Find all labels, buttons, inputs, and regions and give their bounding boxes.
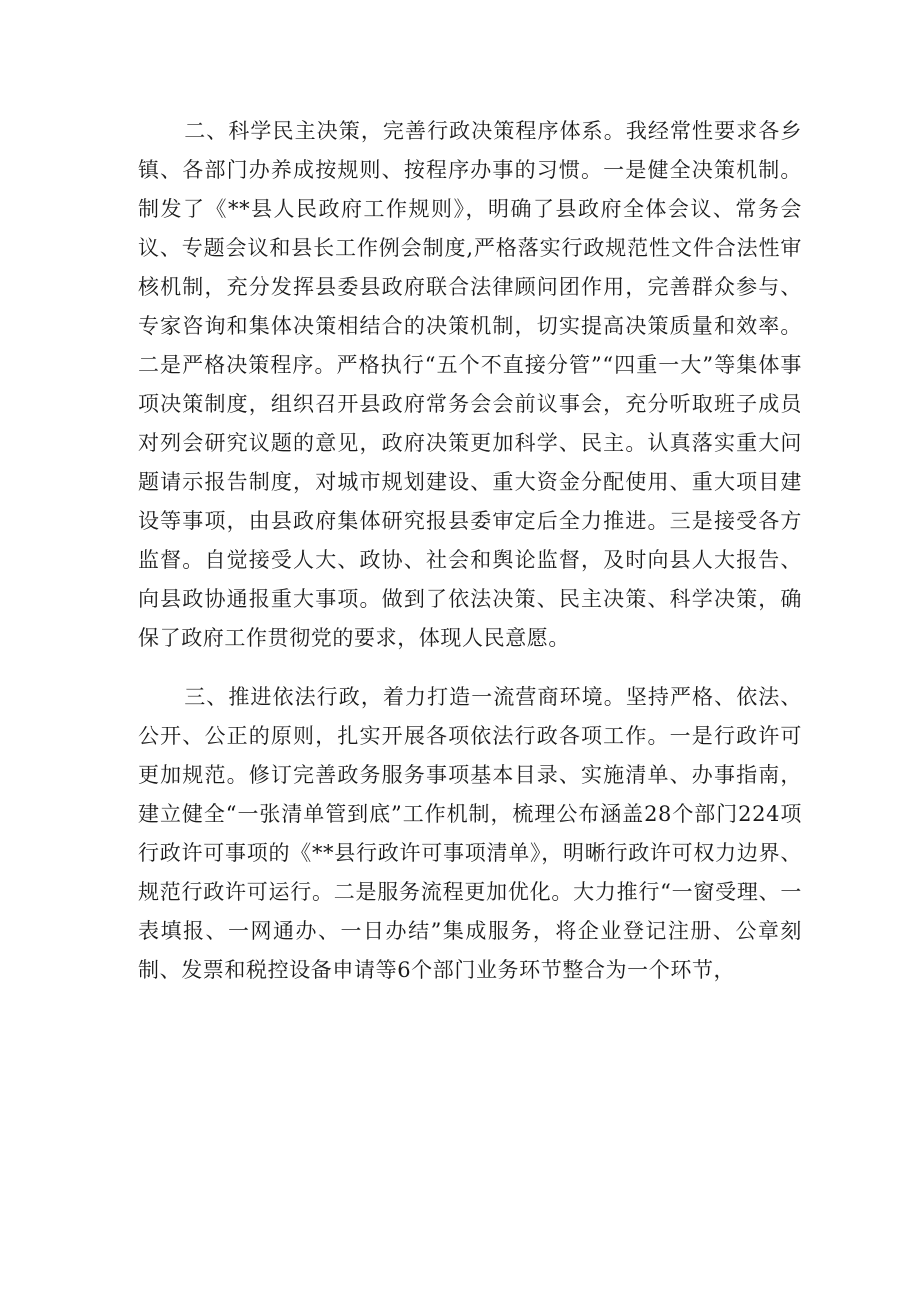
document-body <box>138 112 802 990</box>
paragraph-decision-making: 二、科学民主决策，完善行政决策程序体系。我经常性要求各乡镇、各部门办养成按规则、按程序办事的习惯。一是健全决策机制。制发了《**县人民政府工作规则》，明确了县政府全体会议、常务会议、专题会议和县长工作例会制度,严格落实行政规范性文件合法性审核机制，充分发挥县委县政府联合法律顾问团作用，完善群众参与、专家咨询和集体决策相结合的决策机制，切实提高决策质量和效率。二是严格决策程序。严格执行“五个不直接分管”“四重一大”等集体事项决策制度，组织召开县政府常务会会前议事会，充分听取班子成员对列会研究议题的意见，政府决策更加科学、民主。认真落实重大问题请示报告制度，对城市规划建设、重大资金分配使用、重大项目建设等事项，由县政府集体研究报县委审定后全力推进。三是接受各方监督。自觉接受人大、政协、社会和舆论监督，及时向县人大报告、向县政协通报重大事项。做到了依法决策、民主决策、科学决策，确保了政府工作贯彻党的要求，体现人民意愿。 <box>138 119 802 650</box>
paragraph-law-based-administration: 三、推进依法行政，着力打造一流营商环境。坚持严格、依法、公开、公正的原则，扎实开展各项依法行政各项工作。一是行政许可更加规范。修订完善政务服务事项基本目录、实施清单、办事指南，建立健全“一张清单管到底”工作机制，梳理公布涵盖28个部门224项行政许可事项的《**县行政许可事项清单》，明晰行政许可权力边界、规范行政许可运行。二是服务流程更加优化。大力推行“一窗受理、一表填报、一网通办、一日办结”集成服务，将企业登记注册、公章刻制、发票和税控设备申请等6个部门业务环节整合为一个环节， <box>138 685 802 982</box>
